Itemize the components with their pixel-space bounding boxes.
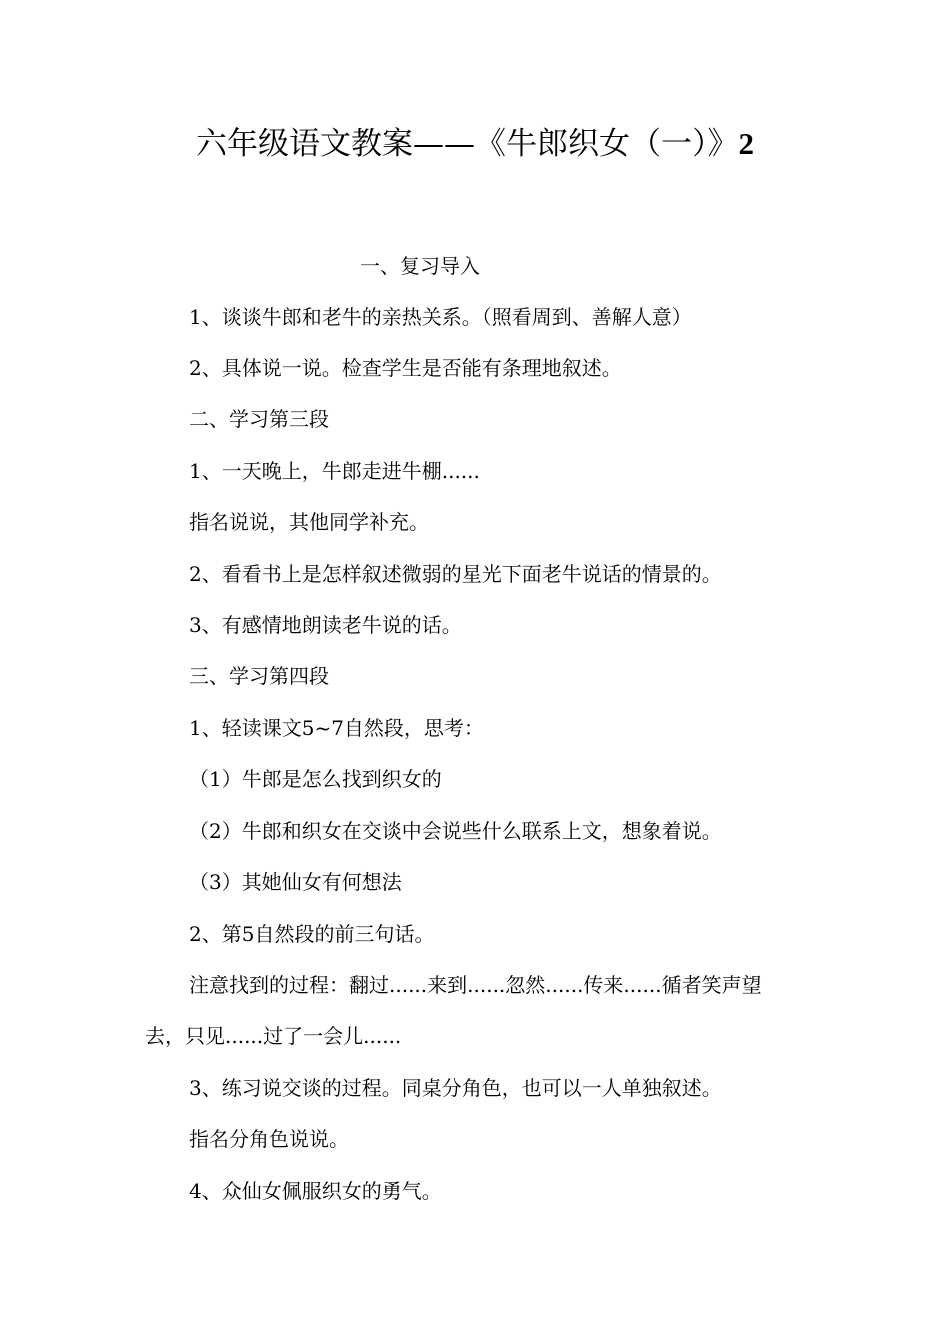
paragraph-line: 2、看看书上是怎样叙述微弱的星光下面老牛说话的情景的。 — [189, 562, 722, 586]
section-heading-review: 一、复习导入 — [360, 254, 480, 278]
paragraph-line: 1、谈谈牛郎和老牛的亲热关系。（照看周到、善解人意） — [189, 305, 692, 329]
paragraph-line: 2、第5自然段的前三句话。 — [189, 922, 435, 946]
paragraph-line: 指名分角色说说。 — [189, 1127, 349, 1151]
paragraph-line: （2）牛郎和织女在交谈中会说些什么联系上文，想象着说。 — [189, 819, 722, 843]
section-heading-part3: 二、学习第三段 — [189, 407, 329, 431]
paragraph-line: 3、练习说交谈的过程。同桌分角色，也可以一人单独叙述。 — [189, 1076, 722, 1100]
paragraph-line: 3、有感情地朗读老牛说的话。 — [189, 613, 462, 637]
title-text: 六年级语文教案——《牛郎织女（一）》 — [196, 126, 739, 162]
paragraph-line: 注意找到的过程：翻过......来到......忽然......传来......循者笑声望 — [189, 973, 762, 997]
paragraph-line: （3）其她仙女有何想法 — [189, 870, 402, 894]
paragraph-line: 4、众仙女佩服织女的勇气。 — [189, 1179, 442, 1203]
paragraph-line: 指名说说，其他同学补充。 — [189, 510, 429, 534]
section-heading-part4: 三、学习第四段 — [189, 664, 329, 688]
document-title — [0, 122, 950, 166]
paragraph-line: （1）牛郎是怎么找到织女的 — [189, 767, 442, 791]
paragraph-line-continued: 去，只见......过了一会儿...... — [145, 1024, 402, 1048]
title-number: 2 — [738, 126, 754, 161]
paragraph-line: 1、轻读课文5~7自然段，思考： — [189, 716, 484, 740]
paragraph-line: 1、一天晚上，牛郎走进牛棚...... — [189, 459, 480, 483]
paragraph-line: 2、具体说一说。检查学生是否能有条理地叙述。 — [189, 356, 622, 380]
